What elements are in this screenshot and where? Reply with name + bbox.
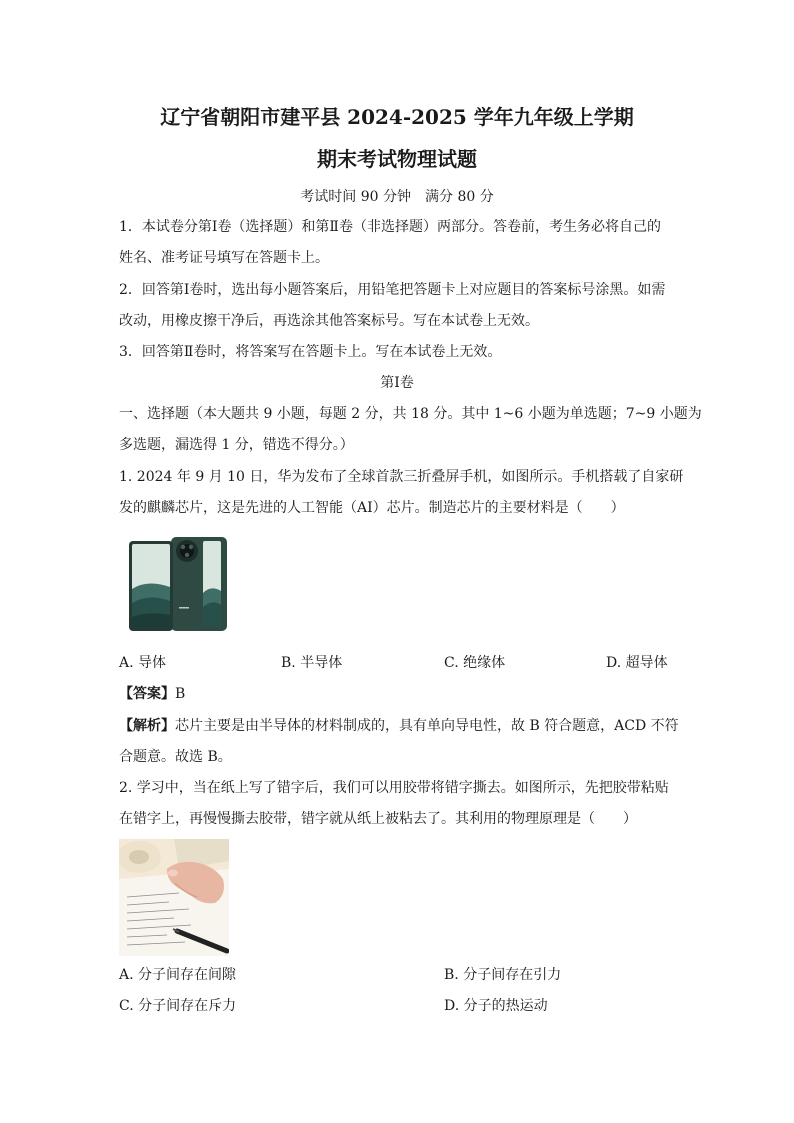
instruction-line: 2．回答第Ⅰ卷时，选出每小题答案后，用铅笔把答题卡上对应题目的答案标号涂黑。如需 bbox=[119, 282, 666, 298]
question-1-option-d: D. 超导体 bbox=[606, 655, 668, 671]
question-1-option-b: B. 半导体 bbox=[281, 655, 343, 671]
instruction-line: 姓名、准考证号填写在答题卡上。 bbox=[119, 250, 329, 266]
foldable-phone-image bbox=[127, 533, 233, 635]
question-2-stem: 在错字上，再慢慢撕去胶带，错字就从纸上被粘去了。其利用的物理原理是（ ） bbox=[119, 811, 637, 827]
question-1-answer bbox=[119, 684, 185, 704]
question-1-option-a: A. 导体 bbox=[119, 655, 167, 671]
instruction-line: 改动，用橡皮擦干净后，再选涂其他答案标号。写在本试卷上无效。 bbox=[119, 313, 539, 329]
answer-value: B bbox=[175, 686, 186, 702]
section-title: 一、选择题（本大题共 9 小题，每题 2 分，共 18 分。其中 1~6 小题为单选题；7~9 小题为 bbox=[119, 406, 702, 422]
exam-info: 考试时间 90 分钟 满分 80 分 bbox=[300, 189, 494, 205]
question-1-analysis-cont: 合题意。故选 B。 bbox=[119, 749, 232, 765]
volume-title: 第Ⅰ卷 bbox=[380, 375, 414, 391]
instruction-line: 3．回答第Ⅱ卷时，将答案写在答题卡上。写在本试卷上无效。 bbox=[119, 344, 502, 360]
question-2-option-a: A. 分子间存在间隙 bbox=[119, 967, 237, 983]
question-1-stem: 1. 2024 年 9 月 10 日，华为发布了全球首款三折叠屏手机，如图所示。手机搭载了自家研 bbox=[119, 469, 684, 485]
question-1-option-c: C. 绝缘体 bbox=[444, 655, 506, 671]
analysis-text: 芯片主要是由半导体的材料制成的，具有单向导电性，故 B 符合题意，ACD 不符 bbox=[175, 718, 679, 734]
question-2-option-b: B. 分子间存在引力 bbox=[444, 967, 562, 983]
page-subtitle: 期末考试物理试题 bbox=[317, 147, 477, 171]
question-1-stem: 发的麒麟芯片，这是先进的人工智能（AI）芯片。制造芯片的主要材料是（ ） bbox=[119, 500, 625, 516]
page-title: 辽宁省朝阳市建平县 2024-2025 学年九年级上学期 bbox=[160, 105, 634, 129]
question-1-analysis bbox=[119, 716, 679, 736]
question-2-option-c: C. 分子间存在斥力 bbox=[119, 998, 237, 1014]
answer-label: 【答案】 bbox=[119, 686, 175, 702]
question-2-stem: 2. 学习中，当在纸上写了错字后，我们可以用胶带将错字撕去。如图所示，先把胶带粘贴 bbox=[119, 780, 669, 796]
analysis-label: 【解析】 bbox=[119, 718, 175, 734]
question-2-option-d: D. 分子的热运动 bbox=[444, 998, 548, 1014]
section-title: 多选题，漏选得 1 分，错选不得分。） bbox=[119, 437, 354, 453]
tape-removal-photo bbox=[119, 839, 229, 956]
instruction-line: 1．本试卷分第Ⅰ卷（选择题）和第Ⅱ卷（非选择题）两部分。答卷前，考生务必将自己的 bbox=[119, 219, 661, 235]
